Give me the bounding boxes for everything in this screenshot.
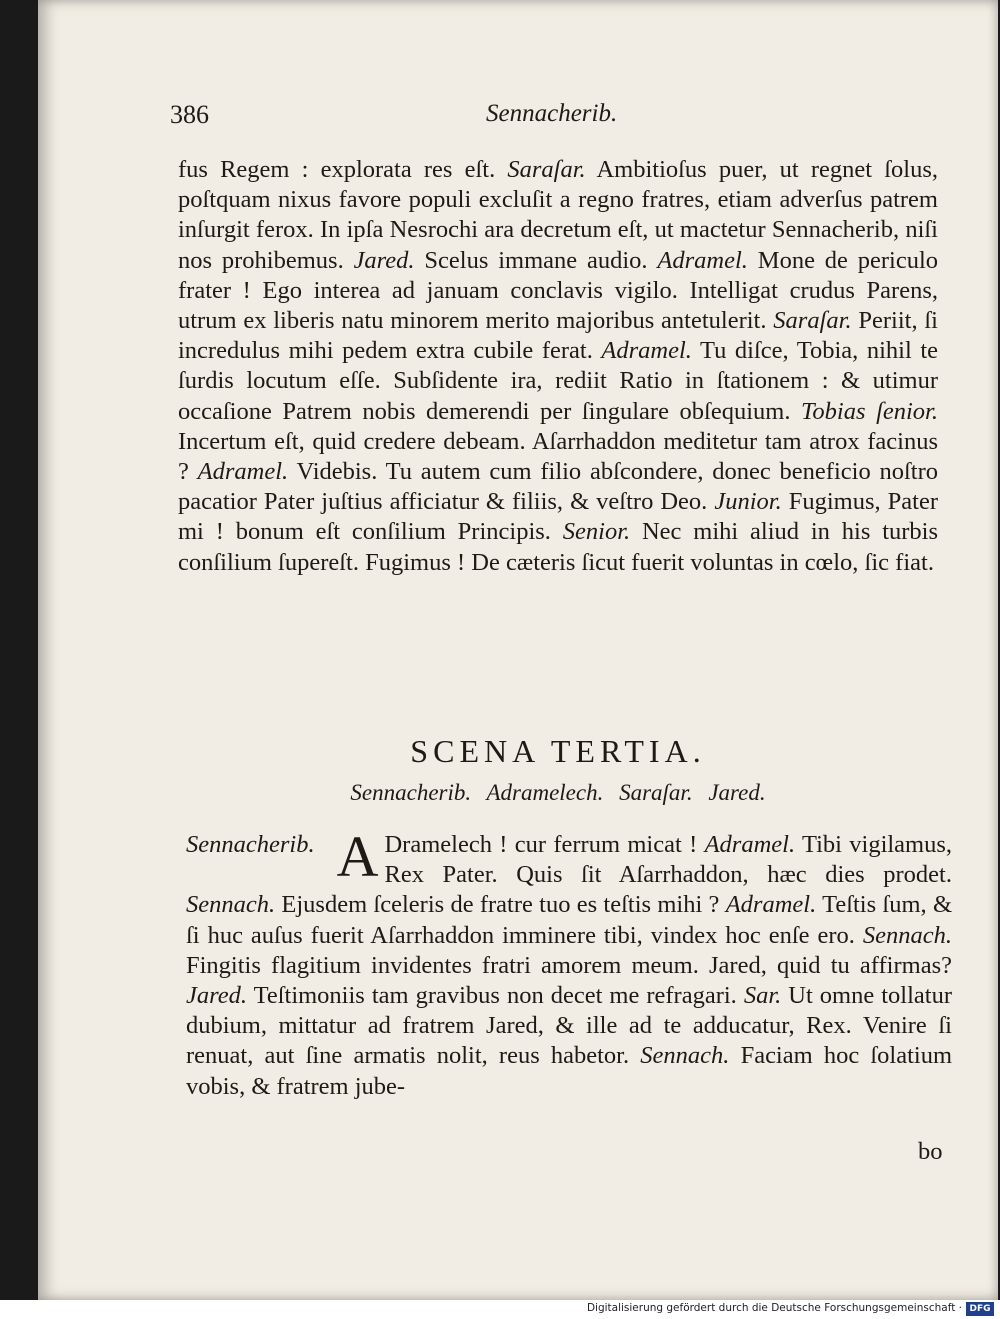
speaker-name: Saraſar. — [773, 307, 852, 335]
speaker-name: Sennach. — [640, 1042, 730, 1070]
drop-cap: A — [336, 824, 379, 889]
text-segment: Videbis. Tu autem cum filio abſcondere, donec beneficio noſtro pacatior Pater juſtius afficiatur & filiis, & veſtro Deo. — [178, 458, 938, 516]
text-segment: Periit, ſi incredulus mihi pedem extra cubile ferat. — [178, 307, 938, 365]
speaker-name: Sennach. — [186, 891, 276, 919]
paragraph — [186, 824, 953, 1102]
text-segment: Ambitioſus puer, ut regnet ſolus, poſtquam nixus favore populi excluſit a regno fratres, etiam adverſus patrem inſurgit ferox. In ipſa Nesrochi ara decretum eſt, ut mactetur Sennacherib, niſi nos prohibemus. — [178, 156, 939, 274]
text-segment: Ejusdem ſceleris de fratre tuo es teſtis mihi ? — [281, 891, 720, 919]
footer-bar — [0, 1300, 1000, 1319]
speaker-name: Sennach. — [862, 921, 952, 949]
speaker-name: Sar. — [743, 982, 782, 1010]
funding-notice: Digitalisierung gefördert durch die Deutsche Forschungsgemeinschaft · — [586, 1302, 962, 1314]
body-text-top — [178, 155, 938, 578]
paragraph — [178, 155, 938, 578]
text-segment: Dramelech ! cur ferrum micat ! — [384, 831, 698, 858]
speaker-name: Adramel. — [704, 831, 796, 858]
text-segment: Nec mihi aliud in his turbis conſilium ſupereſt. Fugimus ! De cæteris ſicut fuerit voluntas in cœlo, ſic fiat. — [178, 518, 938, 576]
text-segment: Scelus immane audio. — [424, 246, 648, 274]
text-segment: Ut omne tollatur dubium, mittatur ad fratrem Jared, & ille ad te adducatur, Rex. Venire ſi renuat, aut ſine armatis nolit, reus habetor. — [186, 982, 953, 1070]
speaker-name: Adramel. — [657, 246, 748, 274]
text-segment: Mone de periculo frater ! Ego interea ad januam conclavis vigilo. Intelligat crudus Parens, utrum ex liberis natu minorem merito majoribus antetulerit. — [178, 246, 939, 335]
speaker-name: Junior. — [714, 488, 782, 516]
page-number: 386 — [170, 100, 209, 129]
dfg-logo-icon[interactable]: DFG — [966, 1302, 994, 1316]
speaker-name: Tobias ſenior. — [801, 397, 939, 425]
running-title: Sennacherib. — [486, 100, 618, 127]
speaker-name: Saraſar. — [507, 156, 586, 183]
body-text-bottom — [186, 824, 953, 1102]
text-segment: Teſtis ſum, & ſi huc auſus fuerit Aſarrhaddon imminere tibi, vindex hoc enſe ero. — [186, 891, 953, 949]
speaker-name: Adramel. — [197, 458, 289, 486]
scene-heading: SCENA TERTIA. — [410, 733, 706, 769]
speaker-name: Jared. — [186, 982, 247, 1010]
text-segment: Fingitis flagitium invidentes fratri amorem meum. Jared, quid tu affirmas? — [186, 951, 952, 979]
text-segment: Teſtimoniis tam gravibus non decet me refragari. — [253, 982, 737, 1010]
text-segment: Faciam hoc ſolatium vobis, & fratrem jube- — [186, 1042, 953, 1100]
catchword: bo — [918, 1138, 943, 1165]
speaker-name: Jared. — [353, 246, 415, 274]
scene-persons: Sennacherib. Adramelech. Saraſar. Jared. — [350, 780, 766, 805]
text-segment: Tu diſce, Tobia, nihil te ſurdis locutum eſſe. Subſidente ira, rediit Ratio in ſtationem : & utimur occaſione Patrem nobis demerendi per ſingulare obſequium. — [178, 337, 938, 425]
text-segment: Tibi vigilamus, Rex Pater. Quis ſit Aſarrhaddon, hæc dies prodet. — [384, 831, 953, 889]
text-segment: Fugimus, Pater mi ! bonum eſt conſilium Principis. — [178, 488, 939, 546]
speaker-name: Adramel. — [601, 337, 692, 365]
text-segment: fus Regem : explorata res eſt. — [178, 156, 496, 183]
speaker-name: Adramel. — [725, 891, 817, 919]
text-segment: Incertum eſt, quid credere debeam. Aſarrhaddon meditetur tam atrox facinus ? — [178, 427, 938, 486]
speaker-name: Senior. — [562, 518, 631, 546]
speaker-name: Sennacherib. — [186, 831, 315, 858]
